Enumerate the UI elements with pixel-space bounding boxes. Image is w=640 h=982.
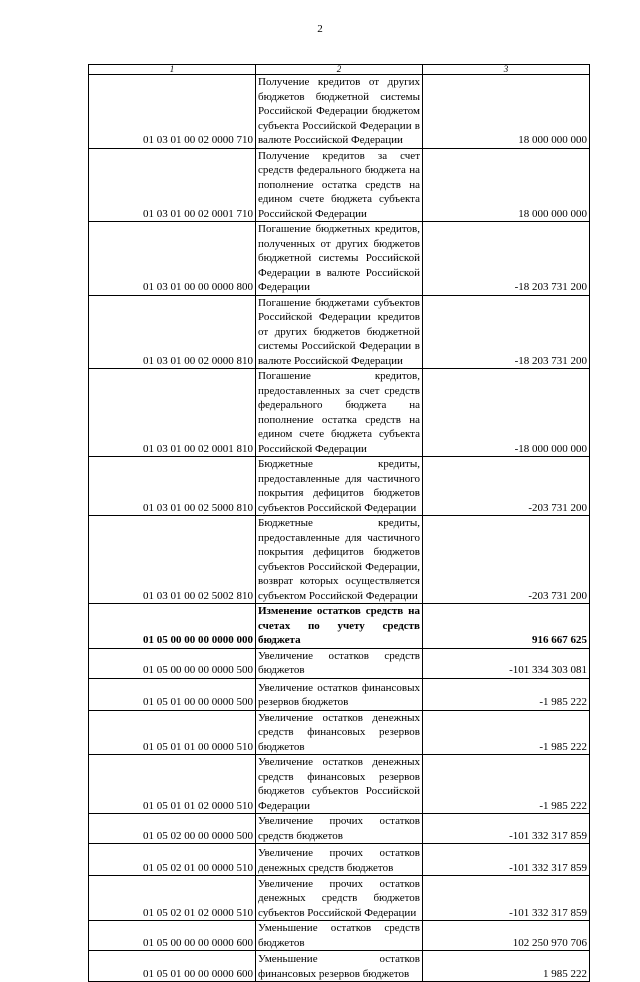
table-row-total	[89, 604, 590, 649]
row-name: Бюджетные кредиты, предоставленные для частичного покрытия дефицитов бюджетов субъектов Российской Федерации, возврат которых осуществляется субъектом Российской Федерации	[256, 516, 423, 604]
row-amount: -101 332 317 859	[423, 814, 590, 844]
row-name: Увеличение прочих остатков средств бюджетов	[256, 814, 423, 844]
table-row	[89, 75, 590, 149]
row-amount: -203 731 200	[423, 457, 590, 516]
row-amount: -101 334 303 081	[423, 648, 590, 678]
row-name: Уменьшение остатков средств бюджетов	[256, 921, 423, 951]
row-name: Погашение бюджетами субъектов Российской Федерации кредитов от других бюджетов бюджетной системы Российской Федерации в валюте Российской Федерации	[256, 295, 423, 369]
row-code: 01 05 02 00 00 0000 500	[89, 814, 256, 844]
row-code: 01 05 01 00 00 0000 500	[89, 678, 256, 710]
column-header-2: 2	[256, 65, 423, 75]
table-row	[89, 516, 590, 604]
row-code: 01 03 01 00 02 0000 810	[89, 295, 256, 369]
row-amount: -1 985 222	[423, 678, 590, 710]
table-row	[89, 648, 590, 678]
table-row	[89, 295, 590, 369]
row-code: 01 05 00 00 00 0000 500	[89, 648, 256, 678]
row-amount: -101 332 317 859	[423, 876, 590, 921]
row-amount: -1 985 222	[423, 710, 590, 755]
table-row	[89, 710, 590, 755]
column-header-1: 1	[89, 65, 256, 75]
row-name: Изменение остатков средств на счетах по учету средств бюджета	[256, 604, 423, 649]
row-amount: 18 000 000 000	[423, 148, 590, 222]
table-row	[89, 951, 590, 982]
row-amount: -18 203 731 200	[423, 222, 590, 296]
row-code: 01 03 01 00 02 0001 810	[89, 369, 256, 457]
row-name: Бюджетные кредиты, предоставленные для частичного покрытия дефицитов бюджетов субъектов Российской Федерации	[256, 457, 423, 516]
row-name: Увеличение прочих остатков денежных средств бюджетов	[256, 844, 423, 876]
row-name: Погашение бюджетных кредитов, полученных от других бюджетов бюджетной системы Российской Федерации в валюте Российской Федерации	[256, 222, 423, 296]
row-name: Увеличение прочих остатков денежных средств бюджетов субъектов Российской Федерации	[256, 876, 423, 921]
row-code: 01 05 01 01 00 0000 510	[89, 710, 256, 755]
row-code: 01 03 01 00 02 0001 710	[89, 148, 256, 222]
row-code: 01 03 01 00 00 0000 800	[89, 222, 256, 296]
table-row	[89, 921, 590, 951]
budget-sources-table	[88, 64, 590, 982]
table-row	[89, 814, 590, 844]
row-name: Увеличение остатков денежных средств финансовых резервов бюджетов	[256, 710, 423, 755]
row-code: 01 03 01 00 02 5002 810	[89, 516, 256, 604]
table-row	[89, 876, 590, 921]
page-number: 2	[317, 23, 323, 35]
table-row	[89, 844, 590, 876]
row-name: Получение кредитов за счет средств федерального бюджета на пополнение остатка средств на едином счете бюджета субъекта Российской Федерации	[256, 148, 423, 222]
row-code: 01 05 00 00 00 0000 600	[89, 921, 256, 951]
row-amount: -203 731 200	[423, 516, 590, 604]
column-header-3: 3	[423, 65, 590, 75]
row-amount: -1 985 222	[423, 755, 590, 814]
table-row	[89, 222, 590, 296]
table-row	[89, 755, 590, 814]
table-row	[89, 148, 590, 222]
row-name: Получение кредитов от других бюджетов бюджетной системы Российской Федерации бюджетом субъекта Российской Федерации в валюте Российской Федерации	[256, 75, 423, 149]
row-code: 01 05 01 00 00 0000 600	[89, 951, 256, 982]
row-amount: -101 332 317 859	[423, 844, 590, 876]
row-name: Уменьшение остатков финансовых резервов бюджетов	[256, 951, 423, 982]
row-code: 01 05 01 01 02 0000 510	[89, 755, 256, 814]
table-header-row	[89, 65, 590, 75]
row-code: 01 03 01 00 02 0000 710	[89, 75, 256, 149]
row-name: Увеличение остатков средств бюджетов	[256, 648, 423, 678]
row-amount: 1 985 222	[423, 951, 590, 982]
row-name: Увеличение остатков денежных средств финансовых резервов бюджетов субъектов Российской Федерации	[256, 755, 423, 814]
table-row	[89, 457, 590, 516]
row-amount: 102 250 970 706	[423, 921, 590, 951]
table-row	[89, 369, 590, 457]
row-code: 01 05 02 01 00 0000 510	[89, 844, 256, 876]
table-row	[89, 678, 590, 710]
row-name: Увеличение остатков финансовых резервов бюджетов	[256, 678, 423, 710]
row-name: Погашение кредитов, предоставленных за счет средств федерального бюджета на пополнение остатка средств на едином счете бюджета субъекта Российской Федерации	[256, 369, 423, 457]
row-code: 01 05 02 01 02 0000 510	[89, 876, 256, 921]
row-amount: 18 000 000 000	[423, 75, 590, 149]
row-code: 01 03 01 00 02 5000 810	[89, 457, 256, 516]
row-code: 01 05 00 00 00 0000 000	[89, 604, 256, 649]
row-amount: -18 000 000 000	[423, 369, 590, 457]
row-amount: 916 667 625	[423, 604, 590, 649]
row-amount: -18 203 731 200	[423, 295, 590, 369]
